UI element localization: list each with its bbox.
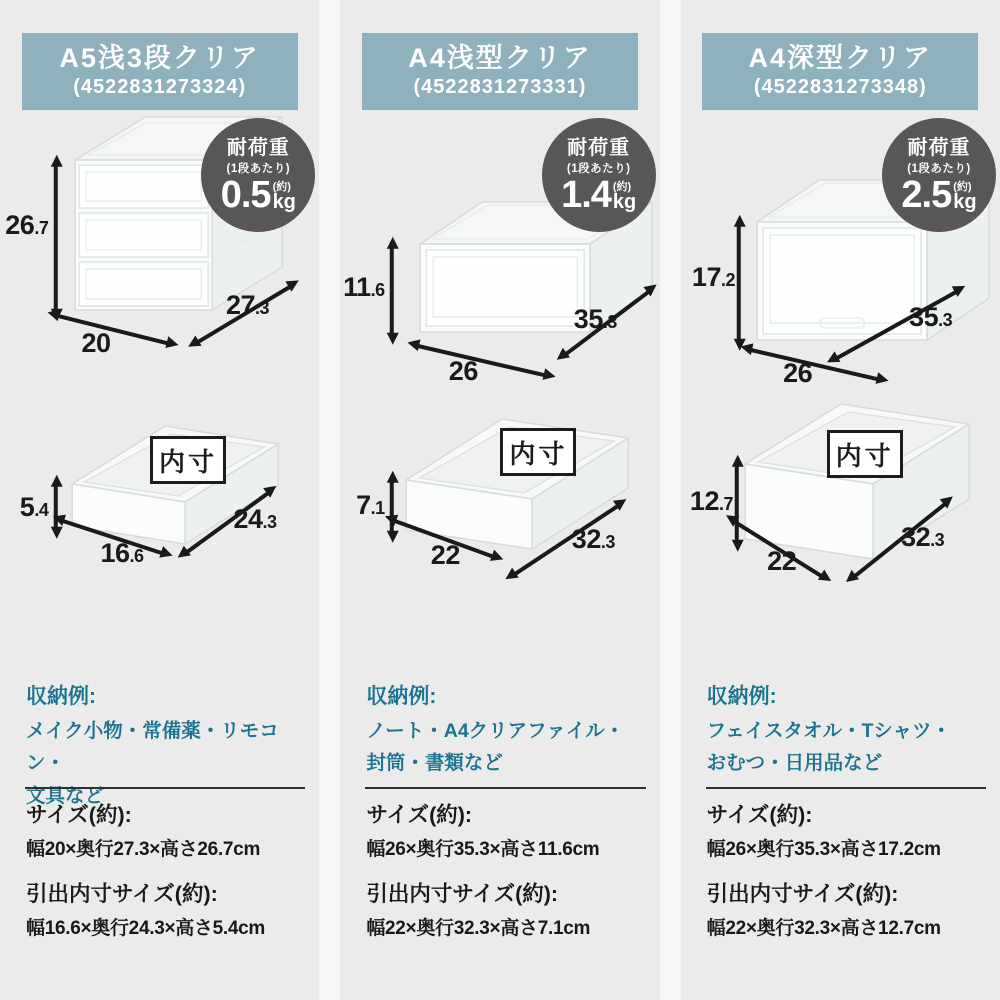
load-capacity-title: 耐荷重 [567,136,631,159]
product-title: A5浅3段クリア [59,42,260,73]
height-arrow [737,226,741,340]
inner-dimension-tag: 内寸 [150,436,226,484]
inner-height-label: 7.1 [356,490,385,520]
product-column-a5-3tier [0,0,319,1000]
height-arrow [391,248,395,334]
product-photo-outer [0,112,319,382]
inner-width-label: 22 [430,540,460,570]
load-capacity-value: 1.4 [561,173,611,216]
size-value: 幅20×奥行27.3×高さ26.7cm [26,839,261,860]
load-capacity-value: 2.5 [901,173,952,216]
inner-depth-label: 32.3 [901,522,945,552]
storage-examples-line: ノート・A4クリアファイル・ [366,720,625,742]
drawer-size-value: 幅16.6×奥行24.3×高さ5.4cm [26,918,266,939]
product-photo-outer [340,112,659,386]
drawer-tray-illustration [340,392,659,602]
drawer-size-title: 引出内寸サイズ(約): [366,882,559,906]
size-specs [707,798,992,940]
product-header [22,33,298,110]
outer-depth-label: 27.3 [225,290,270,320]
load-capacity-title: 耐荷重 [226,136,290,159]
load-capacity-per-tier: (1段あたり) [566,162,631,175]
size-value: 幅26×奥行35.3×高さ11.6cm [366,839,600,860]
product-jan-code: (4522831273348) [753,76,927,99]
size-title: サイズ(約): [366,803,473,827]
outer-width-label: 26 [448,356,478,386]
product-header [702,33,978,110]
inner-depth-label: 24.3 [233,504,277,534]
size-title: サイズ(約): [706,803,813,827]
outer-height-label: 11.6 [343,272,385,302]
outer-width-label: 26 [783,358,813,388]
product-title: A4深型クリア [748,42,933,73]
inner-depth-label: 32.3 [571,524,615,554]
drawer-size-title: 引出内寸サイズ(約): [706,882,899,906]
size-specs [26,798,311,940]
inner-height-label: 5.4 [19,492,49,522]
divider [706,787,986,789]
load-capacity-per-tier: (1段あたり) [907,162,971,175]
load-capacity-value-row [220,173,296,216]
product-column-a4-shallow [340,0,659,1000]
storage-examples-line: 文具など [26,784,105,807]
storage-examples-line: おむつ・日用品など [706,752,883,775]
storage-examples-title: 収納例: [26,685,96,708]
storage-examples-line: 封筒・書類など [366,752,503,775]
product-title: A4浅型クリア [408,42,592,73]
product-header [362,33,638,110]
load-capacity-per-tier: (1段あたり) [226,162,291,175]
load-capacity-value-row [561,173,637,216]
storage-examples [707,680,986,780]
outer-depth-label: 35.3 [909,302,953,332]
unit-kg: kg [953,191,977,214]
load-capacity-badge [201,118,315,232]
drawer-size-value: 幅22×奥行32.3×高さ7.1cm [366,918,591,939]
approx-mark: (約) [953,181,972,194]
inner-width-label: 16.6 [100,538,144,568]
storage-examples-line: フェイスタオル・Tシャツ・ [706,720,952,742]
outer-height-label: 17.2 [691,262,735,292]
inner-dimension-tag: 内寸 [500,428,576,476]
product-jan-code: (4522831273324) [73,76,247,99]
load-capacity-badge [542,118,656,232]
storage-examples-line: メイク小物・常備薬・リモコン・ [26,720,279,775]
drawer-inner-photo [340,392,659,602]
height-arrow [54,166,58,310]
product-column-a4-deep [681,0,1000,1000]
inner-height-arrow [735,466,739,541]
inner-height-label: 12.7 [689,486,733,516]
size-value: 幅26×奥行35.3×高さ17.2cm [706,839,941,860]
divider [25,787,305,789]
divider [365,787,645,789]
outer-width-label: 20 [81,328,111,358]
inner-dimension-tag: 内寸 [827,430,903,478]
outer-depth-label: 35.3 [573,304,617,334]
approx-mark: (約) [612,181,632,194]
storage-examples [26,680,305,812]
drawer-size-value: 幅22×奥行32.3×高さ12.7cm [706,918,941,939]
size-specs [366,798,651,940]
storage-examples [366,680,645,780]
drawer-size-title: 引出内寸サイズ(約): [26,882,218,906]
load-capacity-badge [882,118,996,232]
drawer-inner-photo [681,392,1000,602]
size-title: サイズ(約): [26,803,132,827]
storage-examples-title: 収納例: [706,685,777,708]
load-capacity-value: 0.5 [220,173,271,216]
load-capacity-value-row [901,173,977,216]
product-jan-code: (4522831273331) [413,76,587,99]
unit-kg: kg [612,191,637,214]
inner-width-label: 22 [767,546,797,576]
approx-mark: (約) [272,181,291,194]
load-capacity-title: 耐荷重 [907,136,971,159]
drawer-inner-photo [0,392,319,602]
unit-kg: kg [272,191,296,214]
outer-height-label: 26.7 [5,210,49,240]
storage-examples-title: 収納例: [366,685,437,708]
product-photo-outer [681,112,1000,388]
